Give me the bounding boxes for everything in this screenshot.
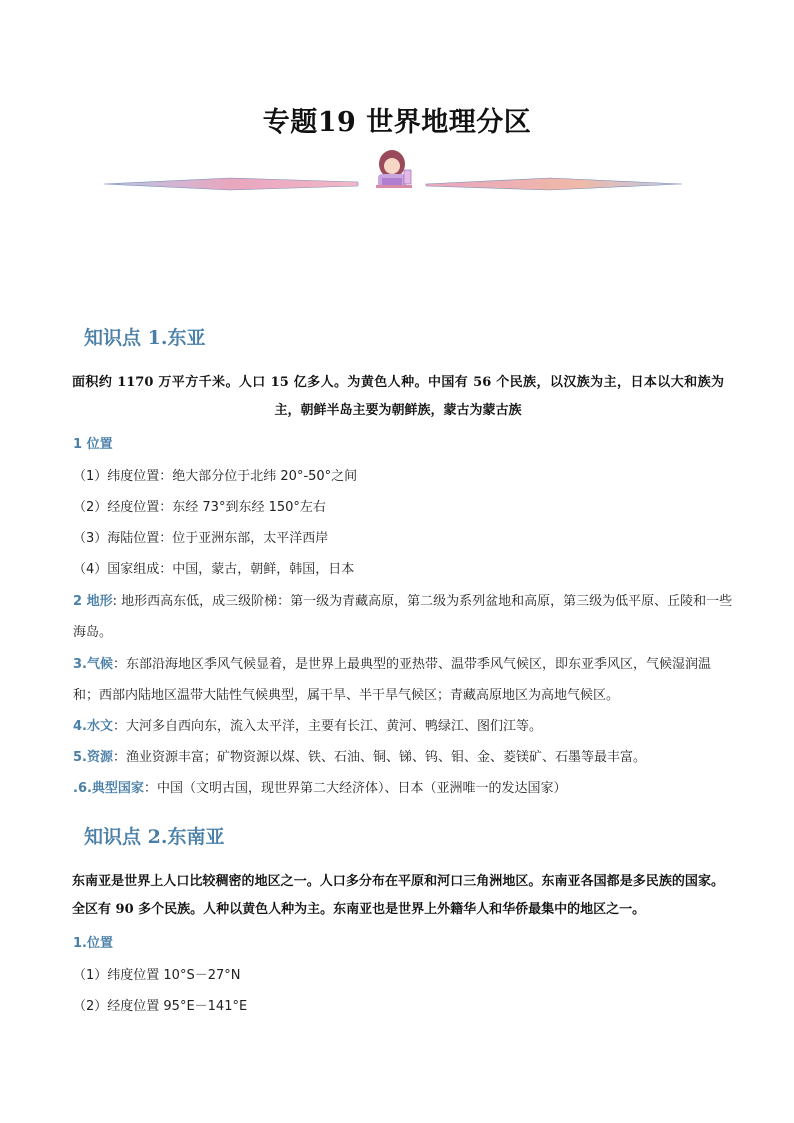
list-item: （1）纬度位置：绝大部分位于北纬 20°-50°之间 [73,469,358,484]
title-divider-decoration [100,140,694,196]
list-item: （1）纬度位置 10°S－27°N [73,968,241,983]
document-title: 专题19 世界地理分区 [262,107,532,138]
list-item: （4）国家组成：中国，蒙古，朝鲜，韩国，日本 [73,562,355,577]
east-asia-intro: 面积约 1170 万平方千米。人口 15 亿多人。为黄色人种。中国有 56 个民族，以汉族为主，日本以大和族为主，朝鲜半岛主要为朝鲜族，蒙古为蒙古族 [72,375,724,418]
girl-reading-icon [376,150,412,188]
east-asia-climate: 3.气候：东部沿海地区季风气候显着，是世界上最典型的亚热带、温带季风气候区，即东亚季风区，气候湿润温和；西部内陆地区温带大陆性气候典型，属干旱、半干旱气候区；青藏高原地区为高地气候区。 [73,657,711,703]
list-item: （2）经度位置：东经 73°到东经 150°左右 [73,500,326,515]
list-item: （3）海陆位置：位于亚洲东部，太平洋西岸 [73,531,329,546]
east-asia-position-label: 1 位置 [73,437,113,452]
section-heading-east-asia: 知识点 1.东亚 [84,327,206,349]
east-asia-resources: 5.资源：渔业资源丰富；矿物资源以煤、铁、石油、铜、锑、钨、钼、金、菱镁矿、石墨等最丰富。 [73,750,646,765]
east-asia-terrain: 2 地形: 地形西高东低，成三级阶梯：第一级为青藏高原，第二级为系列盆地和高原，第三级为低平原、丘陵和一些海岛。 [73,594,733,640]
east-asia-hydrology: 4.水文：大河多自西向东，流入太平洋，主要有长江、黄河、鸭绿江、图们江等。 [73,719,542,734]
southeast-asia-position-label: 1.位置 [73,936,113,951]
southeast-asia-intro: 东南亚是世界上人口比较稠密的地区之一。人口多分布在平原和河口三角洲地区。东南亚各国都是多民族的国家。全区有 90 多个民族。人种以黄色人种为主。东南亚也是世界上外籍华人和华侨最集中的地区之一。 [72,874,724,917]
section-heading-southeast-asia: 知识点 2.东南亚 [84,826,225,848]
list-item: （2）经度位置 95°E－141°E [73,999,248,1014]
east-asia-typical-countries: .6.典型国家：中国（文明古国，现世界第二大经济体）、日本（亚洲唯一的发达国家） [73,781,567,796]
